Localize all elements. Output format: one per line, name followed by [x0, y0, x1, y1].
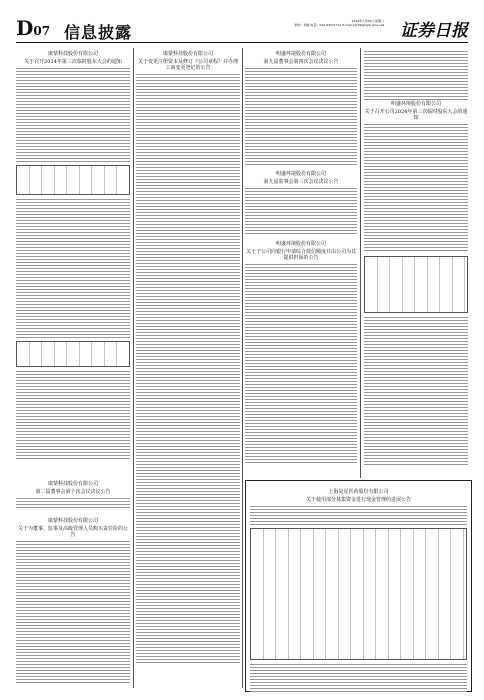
article-body [245, 263, 357, 463]
article-8 [16, 517, 130, 692]
page-header [16, 18, 468, 40]
article-company: 明盛环境股份有限公司 [275, 171, 326, 177]
section-title: 信息披露 [64, 23, 133, 42]
data-table [250, 528, 467, 660]
article-body [245, 67, 357, 165]
article-title: 关于变更注册资本及修订《公司章程》并办理工商变更登记的公告 [137, 59, 238, 71]
article-title: 第九届董事会第四次会议决议公告 [263, 59, 339, 65]
article-body [245, 187, 357, 235]
article-company: 明盛环境股份有限公司 [390, 101, 441, 107]
article-body [250, 663, 467, 693]
article-company: 康蒙科技股份有限公司 [47, 518, 98, 524]
article-body [16, 198, 130, 338]
article-title: 关于召开公司2024年第三次临时股东大会的通知 [364, 109, 468, 121]
data-table [16, 341, 130, 367]
article-body [364, 316, 468, 466]
article-title: 第九届监事会第三次会议决议公告 [263, 179, 339, 185]
article-title: 关于子公司向银行申请综合授信额度并由公司为其提供担保的公告 [245, 249, 356, 261]
article-9 [245, 480, 472, 692]
article-title: 关于召开2024年第三次临时股东大会的通知 [24, 59, 122, 65]
newspaper-logo: 证券日报 [400, 21, 468, 41]
article-body [364, 50, 468, 100]
article-5 [245, 170, 357, 240]
column-divider [133, 48, 134, 688]
article-body [364, 123, 468, 253]
article-1 [16, 50, 130, 480]
article-body [16, 540, 130, 685]
contact-line: 制作：刘骏 电话：010-63071714 E-mail:zqrb9@zqrb.sina.net [294, 23, 384, 27]
article-4 [364, 50, 468, 478]
article-3 [245, 50, 357, 170]
article-company: 康蒙科技股份有限公司 [47, 481, 98, 487]
article-body [16, 497, 130, 509]
article-2 [136, 50, 240, 690]
header-meta [204, 19, 384, 27]
article-title: 关于为董事、监事及高级管理人员购买责任险的公告 [17, 526, 128, 538]
data-table [16, 165, 130, 195]
article-company: 明盛环境股份有限公司 [275, 51, 326, 57]
header-rule [16, 42, 468, 43]
article-company: 康蒙科技股份有限公司 [47, 51, 98, 57]
article-company: 上海复星医药股份有限公司 [328, 489, 389, 495]
column-divider [360, 48, 361, 478]
article-company: 康蒙科技股份有限公司 [162, 51, 213, 57]
data-table [364, 256, 468, 313]
column-divider [242, 48, 243, 688]
article-body [250, 505, 467, 525]
article-title: 关于使用部分募集资金进行现金管理的进展公告 [305, 497, 411, 503]
article-title: 第二届董事会第十次会议决议公告 [35, 489, 111, 495]
article-6 [245, 240, 357, 478]
article-company: 明盛环境股份有限公司 [275, 241, 326, 247]
article-body [16, 370, 130, 460]
article-body [136, 73, 240, 663]
page-letter: D [16, 16, 34, 40]
page-number [16, 18, 50, 41]
article-body [16, 67, 130, 162]
article-7 [16, 480, 130, 515]
date-line: 2024年7月20日 星期六 [351, 19, 384, 23]
page-num: 07 [33, 24, 51, 38]
